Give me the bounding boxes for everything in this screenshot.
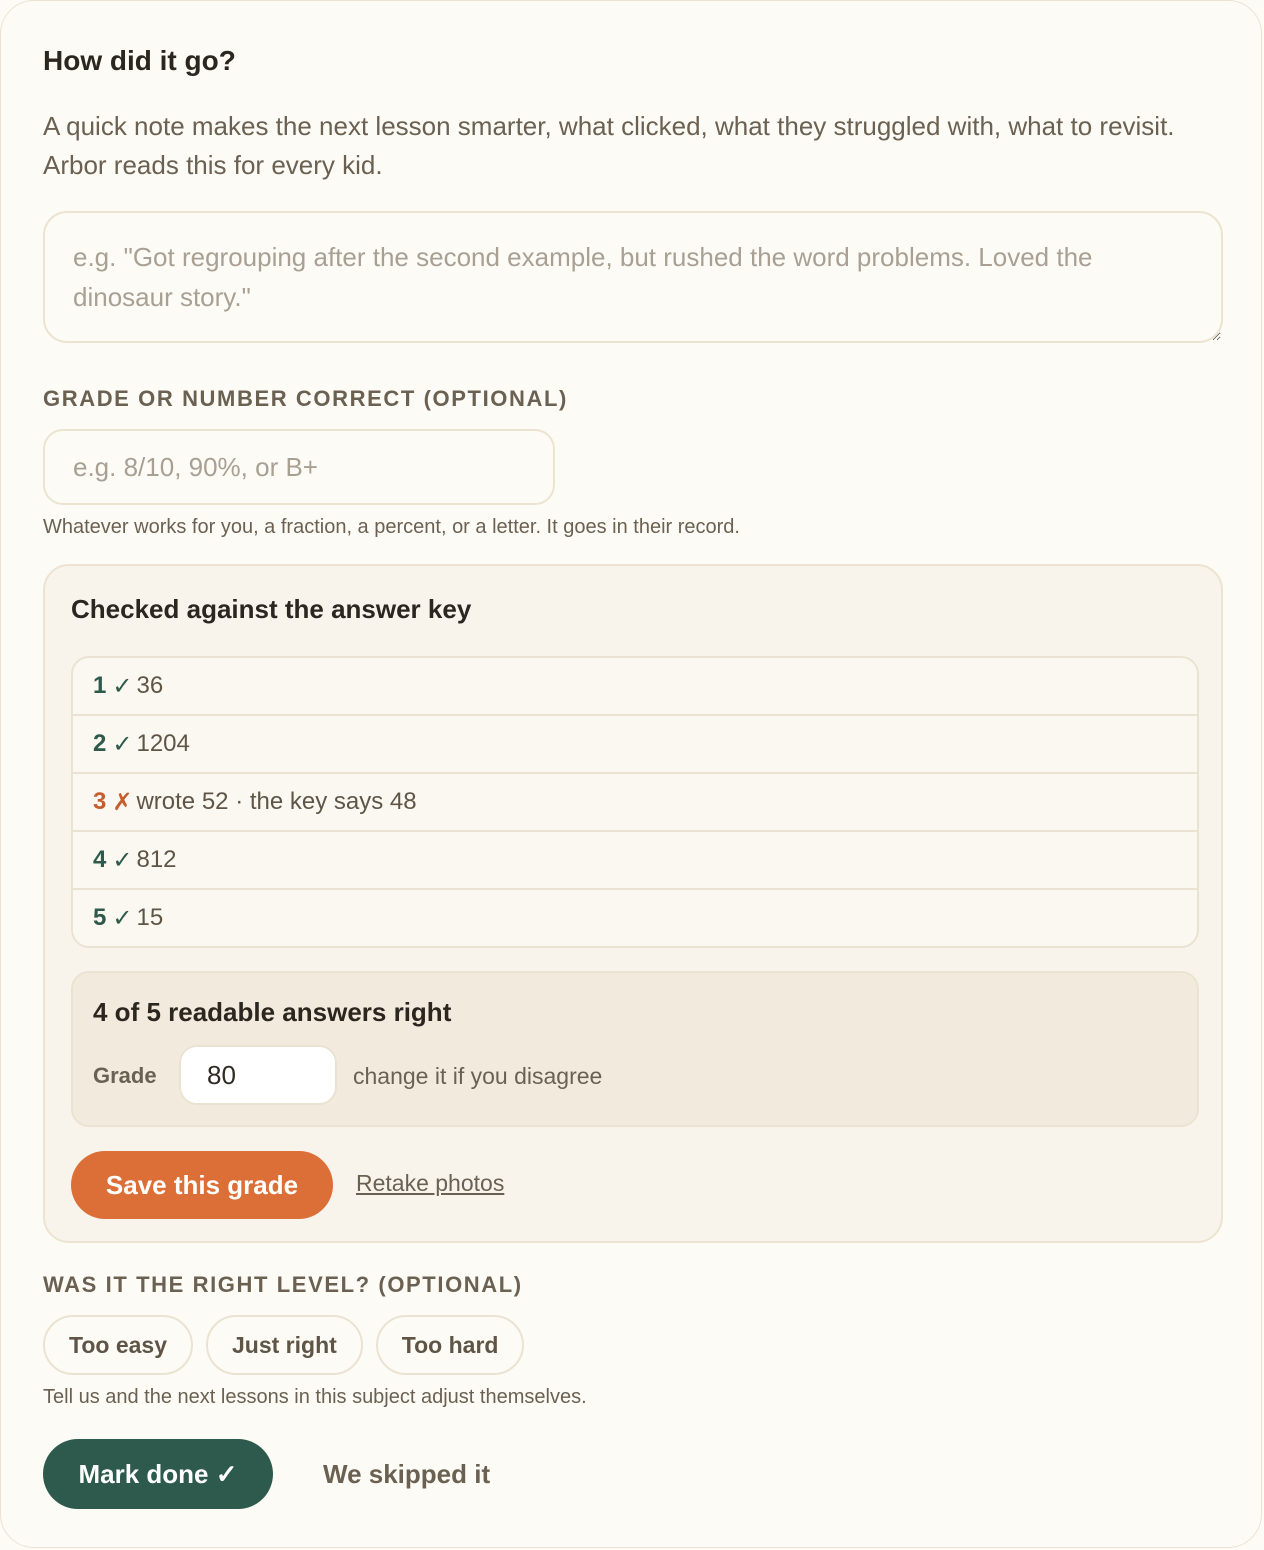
answer-number: 1 [93,672,107,699]
answer-text: 15 [136,904,164,931]
check-icon: ✓ [112,904,133,932]
answer-number: 4 [93,846,107,873]
page-title: How did it go? [43,45,236,76]
level-options [43,1315,524,1375]
level-help-text: Tell us and the next lessons in this subject adjust themselves. [43,1386,587,1408]
answer-check-panel [43,564,1223,1243]
level-too-hard-button[interactable]: Too hard [376,1315,525,1375]
answer-text: 36 [136,672,164,699]
answer-number: 5 [93,904,107,931]
answer-text: 1204 [136,730,190,757]
check-icon: ✓ [112,730,133,758]
cross-icon: ✗ [112,788,133,816]
grade-hint: change it if you disagree [353,1063,603,1089]
check-icon: ✓ [112,846,133,874]
grade-input[interactable] [43,429,555,505]
retake-photos-link[interactable]: Retake photos [356,1170,505,1196]
answer-text: wrote 52 · the key says 48 [136,788,417,815]
answer-row [73,772,1197,830]
grade-value-input[interactable] [179,1045,337,1105]
score-summary [71,971,1199,1127]
answer-row [73,830,1197,888]
lesson-note-field[interactable] [43,211,1223,343]
answer-number: 2 [93,730,107,757]
level-just-right-button[interactable]: Just right [206,1315,363,1375]
level-label: WAS IT THE RIGHT LEVEL? (OPTIONAL) [43,1272,523,1297]
grade-help-text: Whatever works for you, a fraction, a percent, or a letter. It goes in their record. [43,516,740,538]
skipped-button[interactable]: We skipped it [297,1439,516,1509]
intro-text: A quick note makes the next lesson smarter, what clicked, what they struggled with, what to revisit. Arbor reads this for every kid. [43,111,1175,180]
score-summary-text: 4 of 5 readable answers right [93,997,452,1027]
answer-row [73,714,1197,772]
grade-value-label: Grade [93,1063,157,1088]
check-icon: ✓ [112,672,133,700]
mark-done-button[interactable]: Mark done ✓ [43,1439,273,1509]
answer-text: 812 [136,846,177,873]
level-too-easy-button[interactable]: Too easy [43,1315,193,1375]
grade-field-label: GRADE OR NUMBER CORRECT (OPTIONAL) [43,386,568,411]
save-grade-button[interactable]: Save this grade [71,1151,333,1219]
answer-number: 3 [93,788,107,815]
answer-list [71,656,1199,948]
answer-row [73,888,1197,946]
answer-check-title: Checked against the answer key [71,594,472,624]
answer-row [73,658,1197,714]
